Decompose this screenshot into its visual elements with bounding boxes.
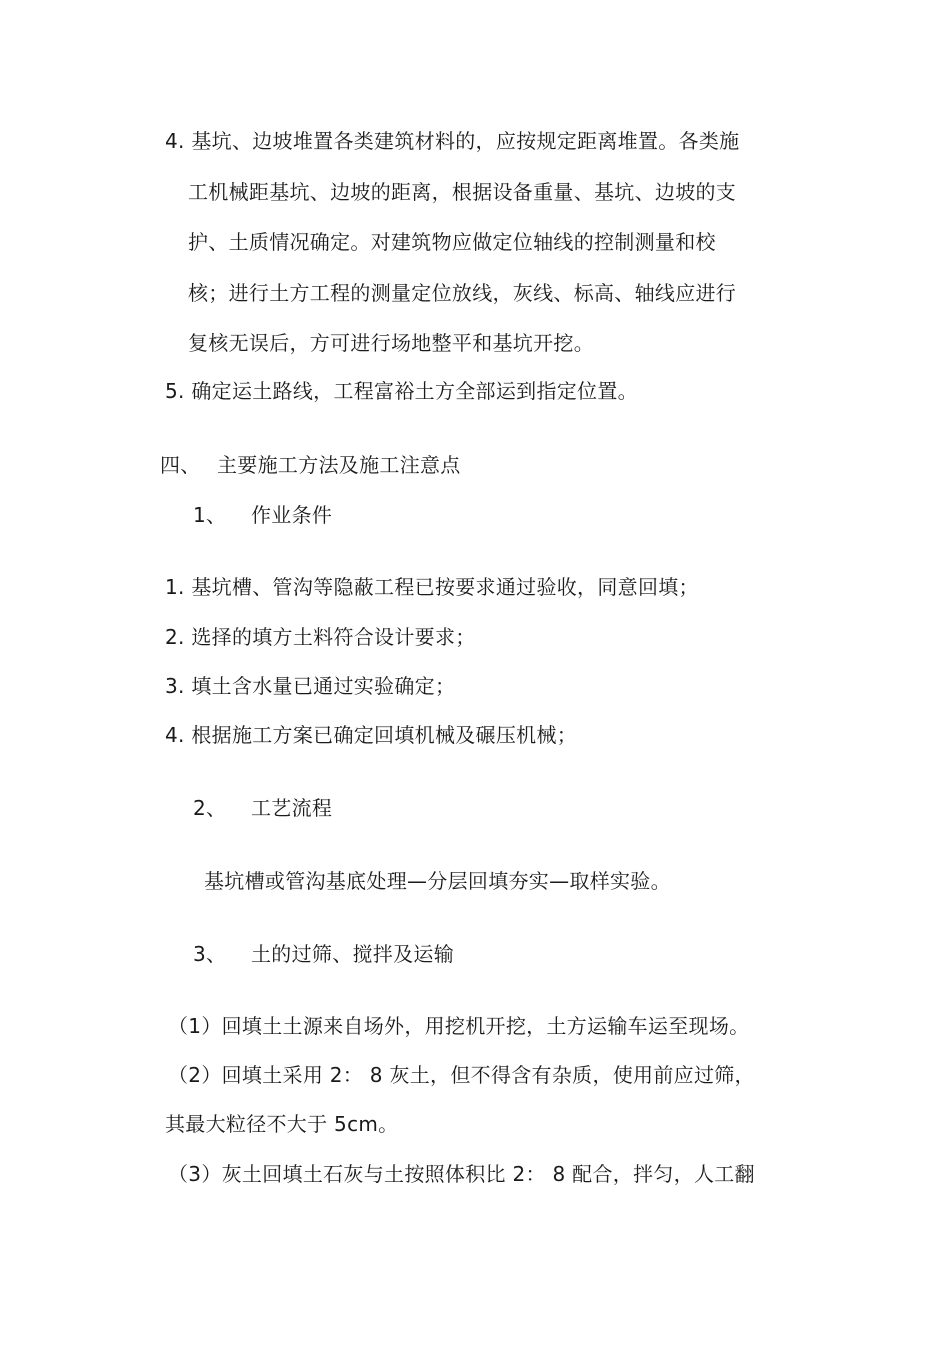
item5-text: 5. 确定运土路线，工程富裕土方全部运到指定位置。 <box>165 379 638 403</box>
paragraph-1: （1）回填土土源来自场外，用挖机开挖，土方运输车运至现场。 <box>168 1014 750 1038</box>
paragraph-2-line-1: （2）回填土采用 2： 8 灰土，但不得含有杂质，使用前应过筛， <box>168 1063 755 1087</box>
subsection-1-number: 1、 <box>193 503 227 527</box>
subsection-1-title: 作业条件 <box>251 503 333 527</box>
condition-3: 3. 填土含水量已通过实验确定； <box>165 674 456 698</box>
subsection-2-title: 工艺流程 <box>251 796 333 820</box>
item4-line-3: 护、土质情况确定。对建筑物应做定位轴线的控制测量和校 <box>188 230 716 254</box>
paragraph-3: （3）灰土回填土石灰与土按照体积比 2： 8 配合，拌匀，人工翻 <box>168 1162 755 1186</box>
section-4-title: 主要施工方法及施工注意点 <box>217 453 461 477</box>
item4-line-4: 核；进行土方工程的测量定位放线，灰线、标高、轴线应进行 <box>188 281 737 305</box>
condition-2: 2. 选择的填方土料符合设计要求； <box>165 625 476 649</box>
condition-1: 1. 基坑槽、管沟等隐蔽工程已按要求通过验收，同意回填； <box>165 575 699 599</box>
subsection-3-title: 土的过筛、搅拌及运输 <box>251 942 454 966</box>
process-flow: 基坑槽或管沟基底处理—分层回填夯实—取样实验。 <box>204 869 671 893</box>
section-4-number: 四、 <box>160 453 201 477</box>
subsection-2-number: 2、 <box>193 796 227 820</box>
item4-line-5: 复核无误后，方可进行场地整平和基坑开挖。 <box>188 331 594 355</box>
item4-line-1: 4. 基坑、边坡堆置各类建筑材料的，应按规定距离堆置。各类施 <box>165 129 740 153</box>
subsection-3-number: 3、 <box>193 942 227 966</box>
item4-line-2: 工机械距基坑、边坡的距离，根据设备重量、基坑、边坡的支 <box>188 180 737 204</box>
paragraph-2-line-2: 其最大粒径不大于 5cm。 <box>165 1112 399 1136</box>
condition-4: 4. 根据施工方案已确定回填机械及碾压机械； <box>165 723 578 747</box>
